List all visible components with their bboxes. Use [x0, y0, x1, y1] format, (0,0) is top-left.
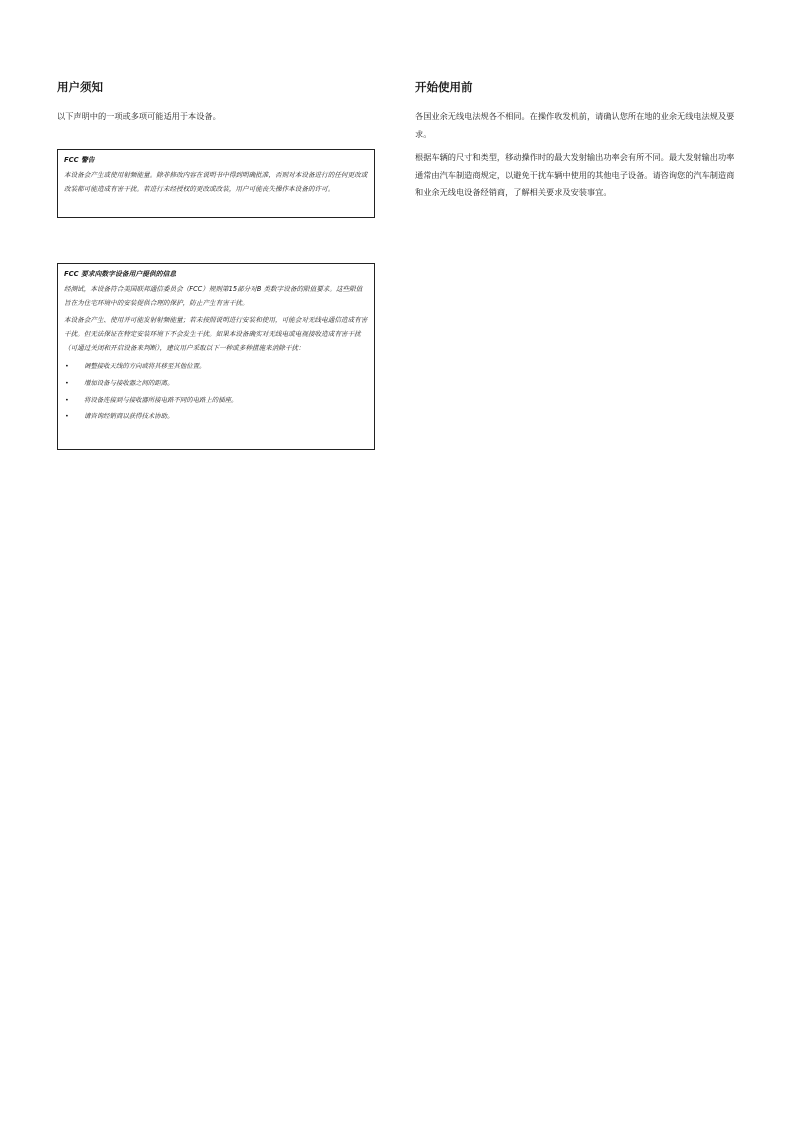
list-item-text: 调整接收天线的方向或将其移至其他位置。: [84, 362, 206, 370]
list-item-text: 增加设备与接收器之间的距离。: [84, 378, 174, 387]
notice-heading: 用户须知: [57, 80, 103, 94]
list-item: [64, 358, 368, 375]
list-item-text: 将设备连接到与接收器所接电路不同的电路上的插座。: [84, 395, 238, 404]
before-use-heading: 开始使用前: [415, 80, 473, 94]
notice-intro: 以下声明中的一项或多项可能适用于本设备。: [57, 111, 221, 121]
fcc-warning-body: 本设备会产生或使用射频能量。除非修改内容在说明书中得到明确批准，否则对本设备进行的任何更改或改装都可能造成有害干扰。若进行未经授权的更改或改装，用户可能丧失操作本设备的许可。: [64, 171, 368, 193]
list-item: [64, 392, 368, 409]
regulations-paragraph: 各国业余无线电法规各不相同。在操作收发机前，请确认您所在地的业余无线电法规及要求。: [415, 111, 735, 139]
fcc-warning-box: [57, 149, 375, 218]
list-item-text: 请咨询经销商以获得技术协助。: [84, 412, 174, 421]
fcc-info-title: FCC 要求向数字设备用户提供的信息: [64, 270, 177, 278]
power-paragraph: 根据车辆的尺寸和类型，移动操作时的最大发射输出功率会有所不同。最大发射输出功率通常由汽车制造商规定，以避免干扰车辆中使用的其他电子设备。请咨询您的汽车制造商和业余无线电设备经销商，了解相关要求及安装事宜。: [415, 152, 735, 197]
fcc-info-para-2: 本设备会产生、使用并可能发射射频能量；若未按照说明进行安装和使用，可能会对无线电通信造成有害干扰。但无法保证在特定安装环境下不会发生干扰。如果本设备确实对无线电或电视接收造成有害干扰（可通过关闭和开启设备来判断），建议用户采取以下一种或多种措施来消除干扰：: [64, 316, 368, 352]
bullet: •: [65, 412, 69, 421]
bullet: •: [65, 378, 69, 387]
fcc-info-box: [57, 263, 375, 450]
fcc-info-para-1: 经测试，本设备符合美国联邦通信委员会（FCC）规则第15部分对B 类数字设备的限值要求。这些限值旨在为住宅环境中的安装提供合理的保护，防止产生有害干扰。: [64, 285, 363, 307]
fcc-warning-title: FCC 警告: [64, 156, 95, 164]
fcc-measures-list: [64, 358, 368, 425]
list-item: [64, 408, 368, 425]
bullet: •: [65, 395, 69, 404]
bullet: •: [65, 362, 69, 370]
list-item: [64, 375, 368, 392]
